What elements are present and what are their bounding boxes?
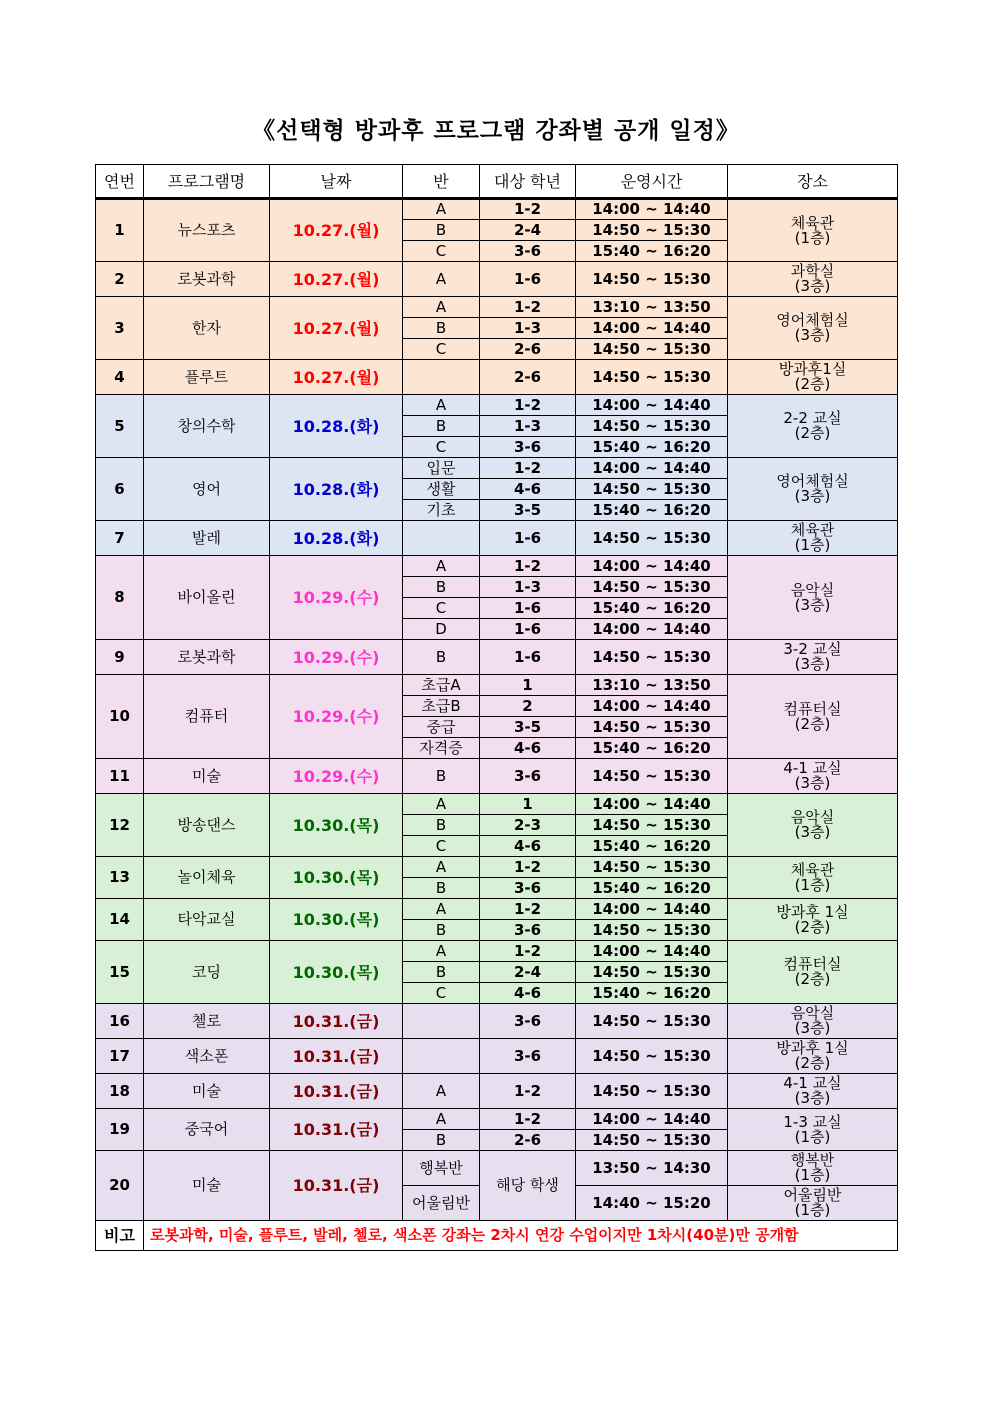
place-name: 컴퓨터실 bbox=[783, 699, 842, 718]
program-name: 코딩 bbox=[144, 941, 270, 1004]
program-name: 색소폰 bbox=[144, 1039, 270, 1074]
time-cell: 14:00 ~ 14:40 bbox=[576, 794, 728, 815]
place-cell bbox=[728, 899, 898, 941]
class-cell: C bbox=[403, 339, 480, 360]
grade-cell: 1 bbox=[480, 675, 576, 696]
grade-cell: 1-3 bbox=[480, 577, 576, 598]
place-name: 방과후 1실 bbox=[776, 902, 849, 921]
row-number: 14 bbox=[96, 899, 144, 941]
class-cell: B bbox=[403, 878, 480, 899]
grade-cell: 3-6 bbox=[480, 1039, 576, 1074]
place-cell bbox=[728, 941, 898, 1004]
table-row bbox=[96, 297, 898, 318]
time-cell: 14:50 ~ 15:30 bbox=[576, 577, 728, 598]
row-number: 12 bbox=[96, 794, 144, 857]
program-date: 10.31.(금) bbox=[270, 1109, 403, 1151]
table-row bbox=[96, 759, 898, 794]
class-cell: A bbox=[403, 556, 480, 577]
place-cell bbox=[728, 640, 898, 675]
place-cell bbox=[728, 199, 898, 262]
grade-cell: 3-6 bbox=[480, 920, 576, 941]
grade-cell: 1-2 bbox=[480, 1074, 576, 1109]
grade-cell: 2-6 bbox=[480, 360, 576, 395]
table-row bbox=[96, 941, 898, 962]
place-floor: (3층) bbox=[794, 774, 831, 792]
class-cell: B bbox=[403, 962, 480, 983]
class-cell: B bbox=[403, 640, 480, 675]
program-name: 미술 bbox=[144, 1074, 270, 1109]
row-number: 19 bbox=[96, 1109, 144, 1151]
note-text: 로봇과학, 미술, 플루트, 발레, 첼로, 색소폰 강좌는 2차시 연강 수업이지만 1차시(40분)만 공개함 bbox=[144, 1221, 898, 1251]
place-name: 4-1 교실 bbox=[783, 759, 842, 777]
grade-cell: 2-4 bbox=[480, 962, 576, 983]
row-number: 15 bbox=[96, 941, 144, 1004]
header-grade: 대상 학년 bbox=[480, 165, 576, 199]
time-cell: 14:00 ~ 14:40 bbox=[576, 556, 728, 577]
program-date: 10.29.(수) bbox=[270, 556, 403, 640]
place-floor: (2층) bbox=[794, 375, 831, 393]
grade-cell: 3-5 bbox=[480, 500, 576, 521]
class-cell: 중급 bbox=[403, 717, 480, 738]
row-number: 4 bbox=[96, 360, 144, 395]
class-cell bbox=[403, 521, 480, 556]
grade-cell: 3-6 bbox=[480, 878, 576, 899]
header-row bbox=[96, 165, 898, 199]
table-row bbox=[96, 675, 898, 696]
place-name: 방과후1실 bbox=[778, 360, 847, 378]
place-cell bbox=[728, 759, 898, 794]
class-cell: 초급B bbox=[403, 696, 480, 717]
program-name: 영어 bbox=[144, 458, 270, 521]
place-cell bbox=[728, 1151, 898, 1186]
class-cell bbox=[403, 1004, 480, 1039]
time-cell: 14:50 ~ 15:30 bbox=[576, 1130, 728, 1151]
program-date: 10.28.(화) bbox=[270, 395, 403, 458]
place-floor: (1층) bbox=[794, 536, 831, 554]
class-cell: 어울림반 bbox=[403, 1186, 480, 1221]
row-number: 8 bbox=[96, 556, 144, 640]
row-number: 1 bbox=[96, 199, 144, 262]
row-number: 13 bbox=[96, 857, 144, 899]
place-floor: (3층) bbox=[794, 655, 831, 673]
program-name: 바이올린 bbox=[144, 556, 270, 640]
grade-cell: 1-2 bbox=[480, 199, 576, 220]
row-number: 11 bbox=[96, 759, 144, 794]
place-name: 영어체험실 bbox=[776, 472, 849, 490]
place-cell bbox=[728, 521, 898, 556]
place-cell bbox=[728, 1186, 898, 1221]
class-cell: B bbox=[403, 1130, 480, 1151]
table-row bbox=[96, 1109, 898, 1130]
program-date: 10.27.(월) bbox=[270, 199, 403, 262]
class-cell: A bbox=[403, 1109, 480, 1130]
time-cell: 14:00 ~ 14:40 bbox=[576, 941, 728, 962]
place-name: 4-1 교실 bbox=[783, 1074, 842, 1092]
program-name: 중국어 bbox=[144, 1109, 270, 1151]
row-number: 3 bbox=[96, 297, 144, 360]
grade-cell: 1-6 bbox=[480, 262, 576, 297]
time-cell: 14:00 ~ 14:40 bbox=[576, 619, 728, 640]
time-cell: 14:50 ~ 15:30 bbox=[576, 759, 728, 794]
grade-cell: 1-2 bbox=[480, 556, 576, 577]
place-floor: (3층) bbox=[794, 823, 831, 841]
grade-cell: 2 bbox=[480, 696, 576, 717]
time-cell: 14:50 ~ 15:30 bbox=[576, 360, 728, 395]
place-cell bbox=[728, 1004, 898, 1039]
table-row bbox=[96, 1151, 898, 1186]
time-cell: 14:50 ~ 15:30 bbox=[576, 1074, 728, 1109]
grade-cell: 1-2 bbox=[480, 899, 576, 920]
place-floor: (1층) bbox=[794, 875, 831, 894]
program-date: 10.29.(수) bbox=[270, 640, 403, 675]
program-date: 10.31.(금) bbox=[270, 1074, 403, 1109]
time-cell: 14:00 ~ 14:40 bbox=[576, 899, 728, 920]
grade-cell: 1-2 bbox=[480, 941, 576, 962]
place-floor: (1층) bbox=[794, 1127, 831, 1146]
class-cell: C bbox=[403, 598, 480, 619]
place-cell bbox=[728, 556, 898, 640]
program-name: 한자 bbox=[144, 297, 270, 360]
class-cell: A bbox=[403, 941, 480, 962]
table-row bbox=[96, 521, 898, 556]
row-number: 6 bbox=[96, 458, 144, 521]
place-name: 체육관 bbox=[790, 521, 835, 539]
table-row bbox=[96, 556, 898, 577]
class-cell: A bbox=[403, 899, 480, 920]
place-floor: (3층) bbox=[794, 277, 831, 295]
place-floor: (2층) bbox=[794, 970, 831, 988]
header-program: 프로그램명 bbox=[144, 165, 270, 199]
time-cell: 14:50 ~ 15:30 bbox=[576, 262, 728, 297]
time-cell: 15:40 ~ 16:20 bbox=[576, 437, 728, 458]
program-date: 10.31.(금) bbox=[270, 1004, 403, 1039]
class-cell: 초급A bbox=[403, 675, 480, 696]
grade-cell: 1-6 bbox=[480, 619, 576, 640]
program-name: 타악교실 bbox=[144, 899, 270, 941]
row-number: 9 bbox=[96, 640, 144, 675]
class-cell: A bbox=[403, 1074, 480, 1109]
time-cell: 14:50 ~ 15:30 bbox=[576, 640, 728, 675]
grade-cell: 1-3 bbox=[480, 318, 576, 339]
place-name: 컴퓨터실 bbox=[783, 955, 842, 973]
class-cell: C bbox=[403, 983, 480, 1004]
place-name: 체육관 bbox=[790, 860, 835, 879]
grade-cell: 1-2 bbox=[480, 458, 576, 479]
row-number: 10 bbox=[96, 675, 144, 759]
class-cell: A bbox=[403, 199, 480, 220]
place-cell bbox=[728, 262, 898, 297]
place-cell bbox=[728, 1109, 898, 1151]
grade-cell: 1-2 bbox=[480, 1109, 576, 1130]
program-date: 10.31.(금) bbox=[270, 1151, 403, 1221]
place-floor: (1층) bbox=[794, 228, 831, 247]
place-name: 영어체험실 bbox=[776, 311, 849, 329]
grade-cell: 2-6 bbox=[480, 339, 576, 360]
grade-cell: 2-3 bbox=[480, 815, 576, 836]
place-name: 음악실 bbox=[790, 580, 835, 599]
row-number: 2 bbox=[96, 262, 144, 297]
header-time: 운영시간 bbox=[576, 165, 728, 199]
time-cell: 14:50 ~ 15:30 bbox=[576, 1004, 728, 1039]
time-cell: 14:50 ~ 15:30 bbox=[576, 717, 728, 738]
class-cell: 자격증 bbox=[403, 738, 480, 759]
place-name: 행복반 bbox=[790, 1151, 835, 1169]
row-number: 7 bbox=[96, 521, 144, 556]
schedule-table bbox=[95, 164, 898, 1251]
row-number: 5 bbox=[96, 395, 144, 458]
place-name: 어울림반 bbox=[783, 1186, 842, 1204]
program-name: 미술 bbox=[144, 759, 270, 794]
time-cell: 14:40 ~ 15:20 bbox=[576, 1186, 728, 1221]
class-cell: 행복반 bbox=[403, 1151, 480, 1186]
class-cell: A bbox=[403, 857, 480, 878]
place-floor: (2층) bbox=[794, 917, 831, 936]
time-cell: 14:00 ~ 14:40 bbox=[576, 458, 728, 479]
program-name: 첼로 bbox=[144, 1004, 270, 1039]
place-name: 과학실 bbox=[790, 262, 835, 280]
row-number: 18 bbox=[96, 1074, 144, 1109]
grade-cell: 1 bbox=[480, 794, 576, 815]
time-cell: 14:50 ~ 15:30 bbox=[576, 479, 728, 500]
time-cell: 14:50 ~ 15:30 bbox=[576, 815, 728, 836]
time-cell: 14:50 ~ 15:30 bbox=[576, 962, 728, 983]
place-floor: (3층) bbox=[794, 326, 831, 344]
grade-cell: 3-6 bbox=[480, 1004, 576, 1039]
time-cell: 14:00 ~ 14:40 bbox=[576, 199, 728, 220]
grade-cell: 3-6 bbox=[480, 759, 576, 794]
row-number: 17 bbox=[96, 1039, 144, 1074]
time-cell: 14:50 ~ 15:30 bbox=[576, 857, 728, 878]
time-cell: 13:10 ~ 13:50 bbox=[576, 297, 728, 318]
header-date: 날짜 bbox=[270, 165, 403, 199]
class-cell: A bbox=[403, 395, 480, 416]
time-cell: 15:40 ~ 16:20 bbox=[576, 598, 728, 619]
program-date: 10.30.(목) bbox=[270, 941, 403, 1004]
place-floor: (3층) bbox=[794, 595, 831, 614]
table-row bbox=[96, 899, 898, 920]
table-row bbox=[96, 1039, 898, 1074]
program-name: 미술 bbox=[144, 1151, 270, 1221]
class-cell: A bbox=[403, 794, 480, 815]
header-no: 연번 bbox=[96, 165, 144, 199]
class-cell: 생활 bbox=[403, 479, 480, 500]
program-date: 10.30.(목) bbox=[270, 899, 403, 941]
place-name: 체육관 bbox=[790, 213, 835, 232]
header-class: 반 bbox=[403, 165, 480, 199]
place-name: 방과후 1실 bbox=[776, 1039, 849, 1057]
time-cell: 14:50 ~ 15:30 bbox=[576, 339, 728, 360]
grade-cell: 4-6 bbox=[480, 479, 576, 500]
page-title: 《선택형 방과후 프로그램 강좌별 공개 일정》 bbox=[252, 118, 740, 144]
place-floor: (1층) bbox=[794, 1166, 831, 1184]
grade-cell: 1-2 bbox=[480, 395, 576, 416]
program-date: 10.29.(수) bbox=[270, 675, 403, 759]
grade-cell: 1-2 bbox=[480, 297, 576, 318]
class-cell: B bbox=[403, 318, 480, 339]
class-cell: C bbox=[403, 836, 480, 857]
table-row bbox=[96, 640, 898, 675]
note-row bbox=[96, 1221, 898, 1251]
time-cell: 14:00 ~ 14:40 bbox=[576, 395, 728, 416]
program-name: 놀이체육 bbox=[144, 857, 270, 899]
place-floor: (1층) bbox=[794, 1201, 831, 1219]
grade-cell: 3-6 bbox=[480, 437, 576, 458]
row-number: 20 bbox=[96, 1151, 144, 1221]
place-floor: (3층) bbox=[794, 1089, 831, 1107]
program-date: 10.30.(목) bbox=[270, 857, 403, 899]
table-row bbox=[96, 262, 898, 297]
time-cell: 14:50 ~ 15:30 bbox=[576, 521, 728, 556]
time-cell: 14:50 ~ 15:30 bbox=[576, 416, 728, 437]
class-cell bbox=[403, 360, 480, 395]
grade-cell: 1-6 bbox=[480, 521, 576, 556]
class-cell: A bbox=[403, 297, 480, 318]
grade-cell: 1-2 bbox=[480, 857, 576, 878]
class-cell: B bbox=[403, 920, 480, 941]
time-cell: 15:40 ~ 16:20 bbox=[576, 836, 728, 857]
place-cell bbox=[728, 794, 898, 857]
place-cell bbox=[728, 1039, 898, 1074]
place-cell bbox=[728, 857, 898, 899]
grade-cell: 4-6 bbox=[480, 738, 576, 759]
program-name: 창의수학 bbox=[144, 395, 270, 458]
grade-cell: 1-6 bbox=[480, 598, 576, 619]
schedule-body bbox=[96, 199, 898, 1251]
place-cell bbox=[728, 395, 898, 458]
place-cell bbox=[728, 675, 898, 759]
place-name: 3-2 교실 bbox=[783, 640, 842, 658]
program-date: 10.30.(목) bbox=[270, 794, 403, 857]
place-name: 음악실 bbox=[790, 1004, 835, 1022]
table-row bbox=[96, 458, 898, 479]
grade-cell: 4-6 bbox=[480, 836, 576, 857]
table-row bbox=[96, 1004, 898, 1039]
place-floor: (3층) bbox=[794, 487, 831, 505]
time-cell: 13:10 ~ 13:50 bbox=[576, 675, 728, 696]
program-date: 10.28.(화) bbox=[270, 521, 403, 556]
time-cell: 13:50 ~ 14:30 bbox=[576, 1151, 728, 1186]
place-cell bbox=[728, 297, 898, 360]
place-floor: (2층) bbox=[794, 424, 831, 442]
program-name: 로봇과학 bbox=[144, 262, 270, 297]
place-floor: (2층) bbox=[794, 1054, 831, 1072]
place-name: 음악실 bbox=[790, 808, 835, 826]
program-name: 컴퓨터 bbox=[144, 675, 270, 759]
class-cell: B bbox=[403, 577, 480, 598]
program-name: 로봇과학 bbox=[144, 640, 270, 675]
program-date: 10.27.(월) bbox=[270, 262, 403, 297]
place-name: 2-2 교실 bbox=[783, 409, 842, 427]
place-floor: (3층) bbox=[794, 1019, 831, 1037]
grade-cell: 4-6 bbox=[480, 983, 576, 1004]
time-cell: 15:40 ~ 16:20 bbox=[576, 878, 728, 899]
table-row bbox=[96, 199, 898, 220]
class-cell: B bbox=[403, 815, 480, 836]
program-date: 10.31.(금) bbox=[270, 1039, 403, 1074]
place-cell bbox=[728, 458, 898, 521]
grade-cell: 1-3 bbox=[480, 416, 576, 437]
class-cell bbox=[403, 1039, 480, 1074]
time-cell: 14:00 ~ 14:40 bbox=[576, 1109, 728, 1130]
class-cell: 기초 bbox=[403, 500, 480, 521]
grade-cell: 3-5 bbox=[480, 717, 576, 738]
program-date: 10.27.(월) bbox=[270, 297, 403, 360]
grade-cell: 2-6 bbox=[480, 1130, 576, 1151]
place-floor: (2층) bbox=[794, 714, 831, 733]
place-cell bbox=[728, 1074, 898, 1109]
grade-cell: 3-6 bbox=[480, 241, 576, 262]
program-name: 뉴스포츠 bbox=[144, 199, 270, 262]
table-row bbox=[96, 794, 898, 815]
row-number: 16 bbox=[96, 1004, 144, 1039]
class-cell: 입문 bbox=[403, 458, 480, 479]
table-row bbox=[96, 360, 898, 395]
class-cell: B bbox=[403, 220, 480, 241]
class-cell: C bbox=[403, 241, 480, 262]
place-name: 1-3 교실 bbox=[783, 1112, 842, 1131]
program-name: 방송댄스 bbox=[144, 794, 270, 857]
grade-cell: 1-6 bbox=[480, 640, 576, 675]
class-cell: C bbox=[403, 437, 480, 458]
place-cell bbox=[728, 360, 898, 395]
time-cell: 14:50 ~ 15:30 bbox=[576, 920, 728, 941]
table-row bbox=[96, 395, 898, 416]
class-cell: D bbox=[403, 619, 480, 640]
program-name: 플루트 bbox=[144, 360, 270, 395]
time-cell: 14:00 ~ 14:40 bbox=[576, 318, 728, 339]
header-place: 장소 bbox=[728, 165, 898, 199]
note-label: 비고 bbox=[96, 1221, 144, 1251]
grade-cell: 2-4 bbox=[480, 220, 576, 241]
time-cell: 14:00 ~ 14:40 bbox=[576, 696, 728, 717]
time-cell: 14:50 ~ 15:30 bbox=[576, 1039, 728, 1074]
time-cell: 15:40 ~ 16:20 bbox=[576, 241, 728, 262]
time-cell: 14:50 ~ 15:30 bbox=[576, 220, 728, 241]
time-cell: 15:40 ~ 16:20 bbox=[576, 500, 728, 521]
program-date: 10.29.(수) bbox=[270, 759, 403, 794]
grade-cell: 해당 학생 bbox=[480, 1151, 576, 1221]
time-cell: 15:40 ~ 16:20 bbox=[576, 738, 728, 759]
program-name: 발레 bbox=[144, 521, 270, 556]
class-cell: A bbox=[403, 262, 480, 297]
program-date: 10.28.(화) bbox=[270, 458, 403, 521]
time-cell: 15:40 ~ 16:20 bbox=[576, 983, 728, 1004]
program-date: 10.27.(월) bbox=[270, 360, 403, 395]
table-row bbox=[96, 1074, 898, 1109]
class-cell: B bbox=[403, 416, 480, 437]
class-cell: B bbox=[403, 759, 480, 794]
table-row bbox=[96, 857, 898, 878]
